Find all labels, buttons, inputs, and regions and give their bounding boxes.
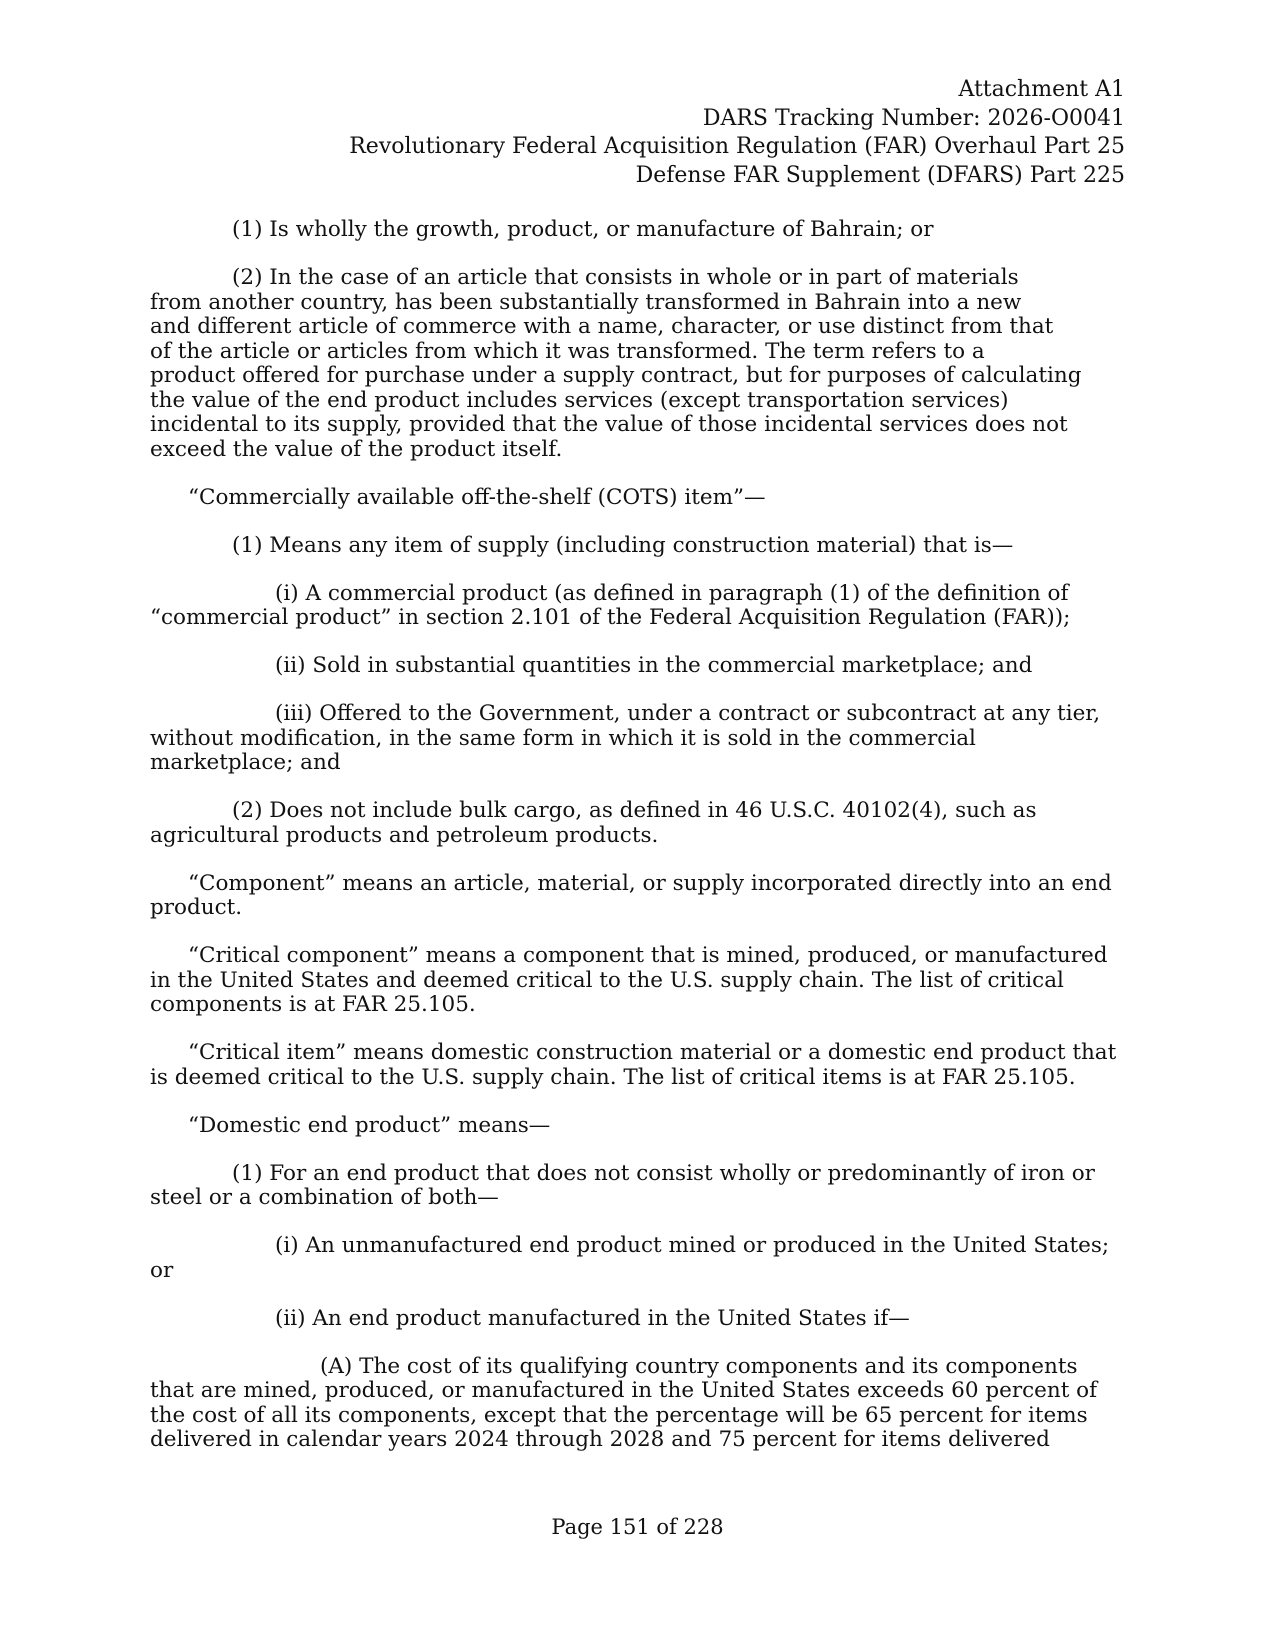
text-line: that are mined, produced, or manufactured in the United States exceeds 60 percent of xyxy=(150,1378,1098,1403)
paragraph-not-iron-steel xyxy=(150,1162,1125,1211)
text-line: agricultural products and petroleum products. xyxy=(150,822,659,848)
far-part-title: Revolutionary Federal Acquisition Regulation (FAR) Overhaul Part 25 xyxy=(349,134,1125,159)
text-line: (2) In the case of an article that consists in whole or in part of materials xyxy=(232,265,1019,290)
text-line: (i) A commercial product (as defined in paragraph (1) of the definition of xyxy=(275,580,1069,606)
paragraph-bahrain-transformed xyxy=(150,266,1125,462)
text-line: (1) Is wholly the growth, product, or manufacture of Bahrain; or xyxy=(232,217,934,242)
definition-cots-item xyxy=(150,486,1125,511)
definition-domestic-end-product xyxy=(150,1114,1125,1139)
text-line: (2) Does not include bulk cargo, as defined in 46 U.S.C. 40102(4), such as xyxy=(232,798,1037,823)
text-line: (ii) Sold in substantial quantities in the commercial marketplace; and xyxy=(275,653,1033,678)
tracking-number: DARS Tracking Number: 2026-O0041 xyxy=(702,105,1125,131)
paragraph-bahrain-wholly xyxy=(150,218,1125,243)
text-line: “Critical item” means domestic construction material or a domestic end product that xyxy=(188,1040,1117,1065)
text-line: marketplace; and xyxy=(150,750,341,775)
text-line: (1) For an end product that does not consist wholly or predominantly of iron or xyxy=(232,1160,1095,1186)
text-line: the cost of all its components, except that the percentage will be 65 percent for items xyxy=(150,1402,1088,1428)
dfars-part-title: Defense FAR Supplement (DFARS) Part 225 xyxy=(635,162,1125,188)
text-line: or xyxy=(150,1257,174,1283)
text-line: and different article of commerce with a name, character, or use distinct from that xyxy=(150,314,1054,339)
paragraph-cots-means xyxy=(150,534,1125,559)
text-line: (iii) Offered to the Government, under a contract or subcontract at any tier, xyxy=(275,701,1101,726)
paragraph-offered-government xyxy=(150,702,1125,776)
attachment-label: Attachment A1 xyxy=(958,77,1125,102)
text-line: “Domestic end product” means— xyxy=(188,1112,551,1138)
text-line: steel or a combination of both— xyxy=(150,1185,499,1210)
text-line: without modification, in the same form in which it is sold in the commercial xyxy=(150,725,976,751)
definition-component xyxy=(150,872,1125,921)
definition-critical-component xyxy=(150,944,1125,1018)
text-line: from another country, has been substantially transformed in Bahrain into a new xyxy=(150,289,1022,315)
definition-critical-item xyxy=(150,1041,1125,1090)
paragraph-bulk-cargo xyxy=(150,799,1125,848)
text-line: components is at FAR 25.105. xyxy=(150,992,476,1017)
paragraph-qualifying-components-cost xyxy=(150,1355,1125,1453)
text-line: (i) An unmanufactured end product mined or produced in the United States; xyxy=(275,1233,1110,1258)
text-line: exceed the value of the product itself. xyxy=(150,436,563,462)
document-header xyxy=(349,76,1125,190)
text-line: of the article or articles from which it was transformed. The term refers to a xyxy=(150,338,985,364)
text-line: “commercial product” in section 2.101 of the Federal Acquisition Regulation (FAR)); xyxy=(150,605,1071,630)
text-line: (A) The cost of its qualifying country components and its components xyxy=(320,1353,1078,1379)
paragraph-manufactured-in-us xyxy=(150,1307,1125,1332)
page-number: Page 151 of 228 xyxy=(551,1515,724,1539)
text-line: “Critical component” means a component that is mined, produced, or manufactured xyxy=(188,943,1108,968)
document-body xyxy=(150,218,1125,1476)
text-line: “Commercially available off-the-shelf (COTS) item”— xyxy=(188,484,766,510)
paragraph-commercial-product xyxy=(150,582,1125,631)
text-line: the value of the end product includes services (except transportation services) xyxy=(150,387,1009,413)
paragraph-unmanufactured-end-product xyxy=(150,1234,1125,1283)
text-line: (1) Means any item of supply (including construction material) that is— xyxy=(232,532,1014,558)
text-line: product offered for purchase under a supply contract, but for purposes of calculating xyxy=(150,363,1082,388)
text-line: is deemed critical to the U.S. supply chain. The list of critical items is at FAR 25.105. xyxy=(150,1064,1076,1090)
text-line: delivered in calendar years 2024 through 2028 and 75 percent for items delivered xyxy=(150,1427,1050,1452)
text-line: (ii) An end product manufactured in the United States if— xyxy=(275,1305,910,1331)
text-line: in the United States and deemed critical to the U.S. supply chain. The list of critical xyxy=(150,967,1064,993)
text-line: product. xyxy=(150,895,243,920)
text-line: incidental to its supply, provided that the value of those incidental services does not xyxy=(150,412,1068,437)
paragraph-sold-quantities xyxy=(150,654,1125,679)
text-line: “Component” means an article, material, or supply incorporated directly into an end xyxy=(188,870,1112,896)
